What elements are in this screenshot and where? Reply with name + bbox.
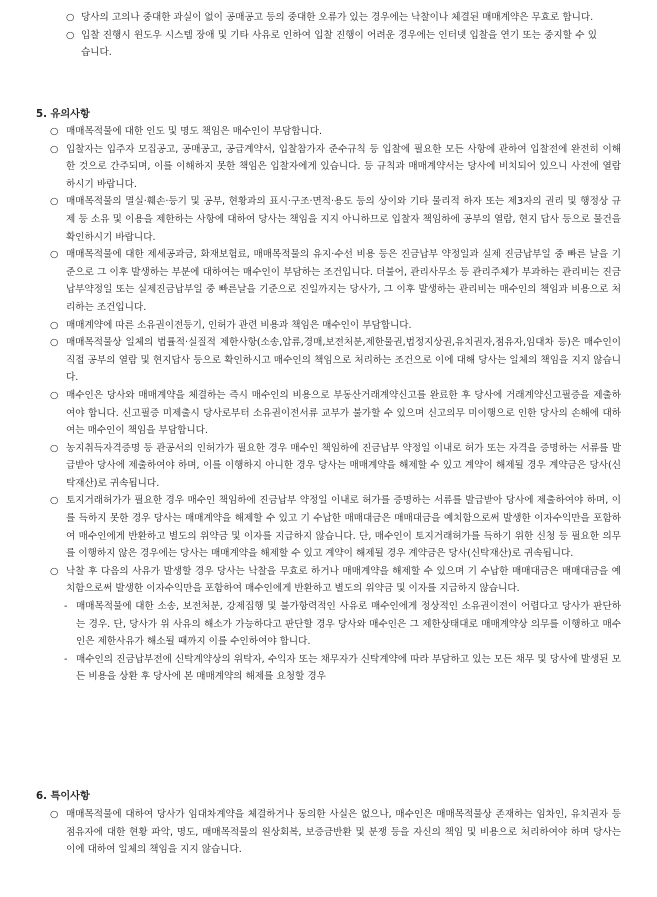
list-item: ○ 당사의 고의나 중대한 과실이 없이 공매공고 등의 중대한 오류가 있는 경우에는 낙찰이나 체결된 매매계약은 무효로 합니다. <box>0 9 657 27</box>
bullet-marker: ○ <box>50 249 59 261</box>
section-6-heading: 6. 특이사항 <box>36 791 90 802</box>
list-item: ○ 농지취득자격증명 등 관공서의 인허가가 필요한 경우 매수인 책임하에 진금납부 약정일 이내로 허가 또는 자격을 증명하는 서류를 발급받아 당사에 제출하여야 하며, 이를 이행하지 아니한 경우 당사는 매매계약을 해제할 수 있고 계약이 해제될 경우 계약금은 당사(신탁재산)로 귀속됩니다. <box>0 440 657 493</box>
list-item: ○ 매매목적물에 대한 인도 및 명도 책임은 매수인이 부담합니다. <box>0 123 657 141</box>
bullet-marker: ○ <box>50 143 59 155</box>
bullet-marker: ○ <box>50 126 59 137</box>
bullet-marker: ○ <box>50 196 59 208</box>
bullet-marker: ○ <box>50 389 59 401</box>
dash-marker: - <box>64 601 68 613</box>
sub-list-item: - 매수인의 진금납부전에 신탁계약상의 위탁자, 수익자 또는 채무자가 신탁계약에 따라 부담하고 있는 모든 채무 및 당사에 발생된 모든 비용을 상환 후 당사에 본 매매계약의 해제를 요청할 경우 <box>0 651 657 686</box>
bullet-marker: ○ <box>66 29 75 41</box>
list-item: ○ 매매계약에 따른 소유권이전등기, 인허가 관련 비용과 책임은 매수인이 부담합니다. <box>0 317 657 335</box>
bullet-marker: ○ <box>50 809 59 820</box>
list-item: ○ 입찰 진행시 윈도우 시스템 장애 및 기타 사유로 인하여 입찰 진행이 어려운 경우에는 인터넷 입찰을 연기 또는 중지할 수 있습니다. <box>0 27 657 62</box>
list-item: ○ 토지거래허가가 필요한 경우 매수인 책임하에 진금납부 약정일 이내로 허가를 증명하는 서류를 발급받아 당사에 제출하여야 하며, 이를 득하지 못한 경우 당사는 매매계약을 해제할 수 있고 기 수납한 매매대금은 매매대금을 예치함으로써 발생한 이자수익만을 포함하여 매수인에게 반환하고 별도의 위약금 및 이자를 지급하지 않습니다. 단, 매수인이 토지거래허가를 득하기 위한 신청 등 필요한 의무를 이행하지 않은 경우에는 당사는 매매계약을 해제할 수 있고 계약이 해제될 경우 계약금은 당사(신탁재산)로 귀속됩니다. <box>0 492 657 562</box>
list-item: ○ 입찰자는 입주자 모집공고, 공매공고, 공급계약서, 입찰참가자 준수규칙 등 입찰에 필요한 모든 사항에 관하여 입찰전에 완전히 이해한 것으로 간주되며, 이를 이해하지 못한 책임은 입찰자에게 있습니다. 등 규칙과 매매계약서는 당사에 비치되어 있으니 사전에 열람하시기 바랍니다. <box>0 141 657 194</box>
section-5-list <box>0 123 657 686</box>
dash-marker: - <box>64 653 68 665</box>
bullet-marker: ○ <box>50 495 59 507</box>
section-6-list <box>0 806 657 859</box>
bullet-marker: ○ <box>50 319 59 331</box>
list-item: ○ 매매목적물에 대하여 당사가 임대차계약을 체결하거나 동의한 사실은 없으나, 매수인은 매매목적물상 존재하는 임차인, 유치권자 등 점유자에 대한 현황 파악, 명도, 매매목적물의 원상회복, 보증금반환 및 분쟁 등을 자신의 책임 및 비용으로 처리하여야 하며 당사는 이에 대하여 일체의 책임을 지지 않습니다. <box>0 806 657 859</box>
bullet-marker: ○ <box>50 565 59 577</box>
bullet-marker: ○ <box>50 442 59 454</box>
list-item: ○ 매매목적물에 대한 제세공과금, 화재보험료, 매매목적물의 유지·수선 비용 등은 진금납부 약정일과 실제 진금납부일 중 빠른 날을 기준으로 그 이후 발생하는 부분에 대하여는 매수인이 부담하는 조건입니다. 더불어, 관리사무소 등 관리주체가 부과하는 관리비는 진금납부약정일 또는 실제진금납부일 중 빠른날을 기준으로 진일까지는 당사가, 그 이후 발생하는 관리비는 매수인의 책임과 비용으로 처리하는 조건입니다. <box>0 246 657 316</box>
list-item: ○ 매매목적물상 일체의 법률적·실질적 제한사항(소송,압류,경매,보전처분,제한물권,법정지상권,유치권자,점유자,임대차 등)은 매수인이 직접 공부의 열람 및 현지답사 등으로 확인하시고 매수인의 책임으로 처리하는 조건으로 이에 대해 당사는 일체의 책임을 지지 않습니다. <box>0 334 657 387</box>
bullet-marker: ○ <box>50 337 59 349</box>
bullet-marker: ○ <box>66 12 75 23</box>
section-5-heading: 5. 유의사항 <box>36 109 90 120</box>
list-item: ○ 매매목적물의 멸실·훼손·등기 및 공부, 현황과의 표시·구조·면적·용도 등의 상이와 기타 물리적 하자 또는 제3자의 권리 및 행정상 규제 등 소유 및 이용을 제한하는 사항에 대하여 당사는 책임을 지지 아니하므로 입찰자 책임하에 공부의 열람, 현지 답사 등으로 물건을 확인하시기 바랍니다. <box>0 193 657 246</box>
sub-list-item: - 매매목적물에 대한 소송, 보전처분, 강제집행 및 불가항력적인 사유로 매수인에게 정상적인 소유권이전이 어렵다고 당사가 판단하는 경우. 단, 당사가 위 사유의 해소가 가능하다고 판단할 경우 당사와 매수인은 그 제한상태대로 매매계약상 의무를 이행하고 매수인은 제한사유가 해소될 때까지 이를 수인하여야 합니다. <box>0 598 657 651</box>
list-item: ○ 낙찰 후 다음의 사유가 발생할 경우 당사는 낙찰을 무효로 하거나 매매계약을 해제할 수 있으며 기 수납한 매매대금은 매매대금을 예치함으로써 발생한 이자수익만을 포함하여 매수인에게 반환하고 별도의 위약금 및 이자를 지급하지 않습니다. <box>0 563 657 598</box>
list-item: ○ 매수인은 당사와 매매계약을 체결하는 즉시 매수인의 비용으로 부동산거래계약신고를 완료한 후 당사에 거래계약신고필증을 제출하여야 합니다. 신고필증 미제출시 당사로부터 소유권이전서류 교부가 불가할 수 있으며 신고의무 미이행으로 인한 당사의 손해에 대하여는 매수인이 책임을 부담합니다. <box>0 387 657 440</box>
intro-list <box>0 9 657 62</box>
